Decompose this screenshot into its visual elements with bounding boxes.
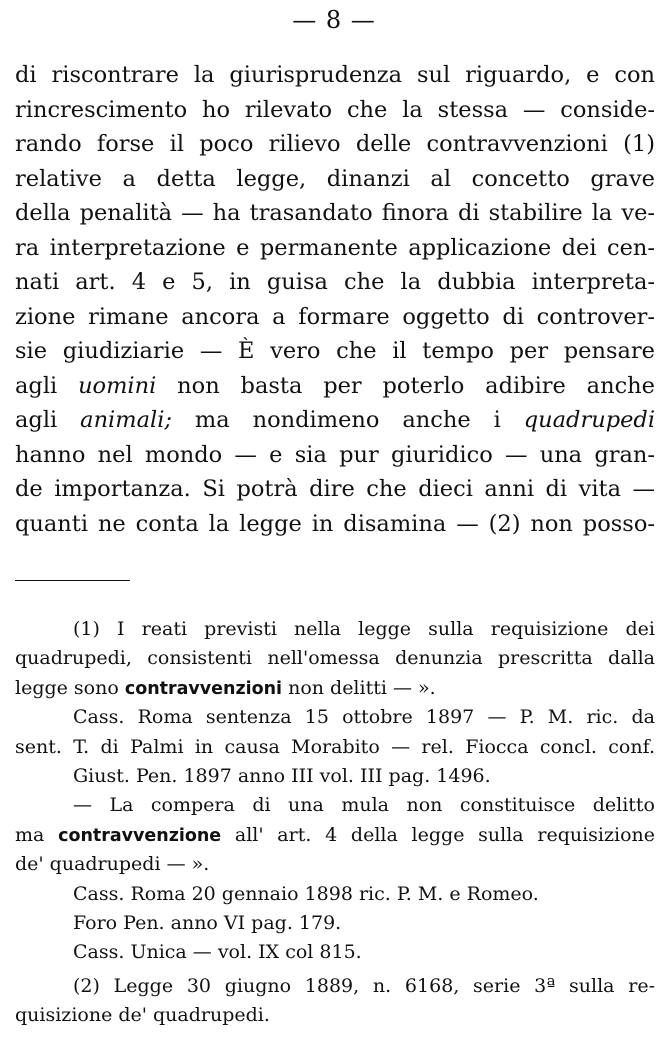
text-line: della penalità — ha trasandato finora di stabilire la ve- (15, 200, 655, 226)
italic-word: uomini (78, 372, 157, 399)
footnote-line: Cass. Roma 20 gennaio 1898 ric. P. M. e Romeo. (73, 882, 539, 905)
text-fragment: agli (15, 372, 58, 399)
text-fragment: legge sono (15, 676, 119, 699)
footnote-line: Cass. Unica — vol. IX col 815. (73, 941, 362, 964)
footnote-line: Cass. Roma sentenza 15 ottobre 1897 — P. M. ric. da (73, 706, 655, 729)
footnotes (15, 615, 655, 1030)
footnote-line: quadrupedi, consistenti nell'omessa denunzia prescritta dalla (15, 647, 655, 670)
text-line: relative a detta legge, dinanzi al concetto grave (15, 165, 655, 192)
text-fragment: ma nondimeno anche i (194, 407, 501, 433)
text-line (15, 369, 655, 404)
text-line: di riscontrare la giurisprudenza sul riguardo, e con (15, 62, 655, 88)
footnote-line: sent. T. di Palmi in causa Morabito — rel. Fiocca concl. conf. (15, 735, 655, 758)
footnote-line (15, 674, 655, 703)
main-text (15, 58, 655, 541)
text-fragment: all' art. 4 della legge sulla requisizione (234, 823, 655, 846)
text-line: quanti ne conta la legge in disamina — (2) non posso- (15, 510, 655, 537)
footnote-line: Giust. Pen. 1897 anno III vol. III pag. 1496. (73, 764, 491, 787)
italic-word: quadrupedi (523, 407, 656, 433)
text-line: sie giudiziarie — È vero che il tempo per pensare (15, 338, 655, 364)
footnote-separator (15, 580, 130, 581)
text-line: de importanza. Si potrà dire che dieci anni di vita — (15, 476, 655, 502)
text-line: ra interpretazione e permanente applicazione dei cen- (15, 234, 655, 261)
bold-term: contravvenzioni (124, 678, 283, 699)
page-number: — 8 — (292, 6, 376, 34)
footnote-line: Foro Pen. anno VI pag. 179. (73, 911, 342, 934)
italic-word: animali; (80, 407, 172, 433)
text-line: hanno nel mondo — e sia pur giuridico — una gran- (15, 441, 655, 468)
footnote-line (15, 821, 655, 850)
text-fragment: agli (15, 407, 58, 433)
text-fragment: ma (15, 823, 45, 846)
text-fragment: non basta per poterlo adibire anche (177, 372, 655, 399)
text-line: zione rimane ancora a formare oggetto di controver- (15, 303, 655, 330)
text-line: rando forse il poco rilievo delle contravvenzioni (1) (15, 131, 655, 157)
footnote-line: de' quadrupedi — ». (15, 853, 210, 876)
footnote-line: (1) I reati previsti nella legge sulla requisizione dei (73, 618, 655, 640)
text-line: nati art. 4 e 5, in guisa che la dubbia interpreta- (15, 269, 655, 295)
footnote-line: (2) Legge 30 giugno 1889, n. 6168, serie 3ª sulla re- (73, 974, 655, 997)
bold-term: contravvenzione (58, 825, 222, 846)
footnote-line: quisizione de' quadrupedi. (15, 1004, 270, 1027)
text-fragment: non delitti — ». (288, 676, 436, 699)
text-line: rincrescimento ho rilevato che la stessa — conside- (15, 96, 655, 123)
text-line (15, 403, 655, 438)
footnote-line: — La compera di una mula non constituisce delitto (73, 794, 655, 817)
